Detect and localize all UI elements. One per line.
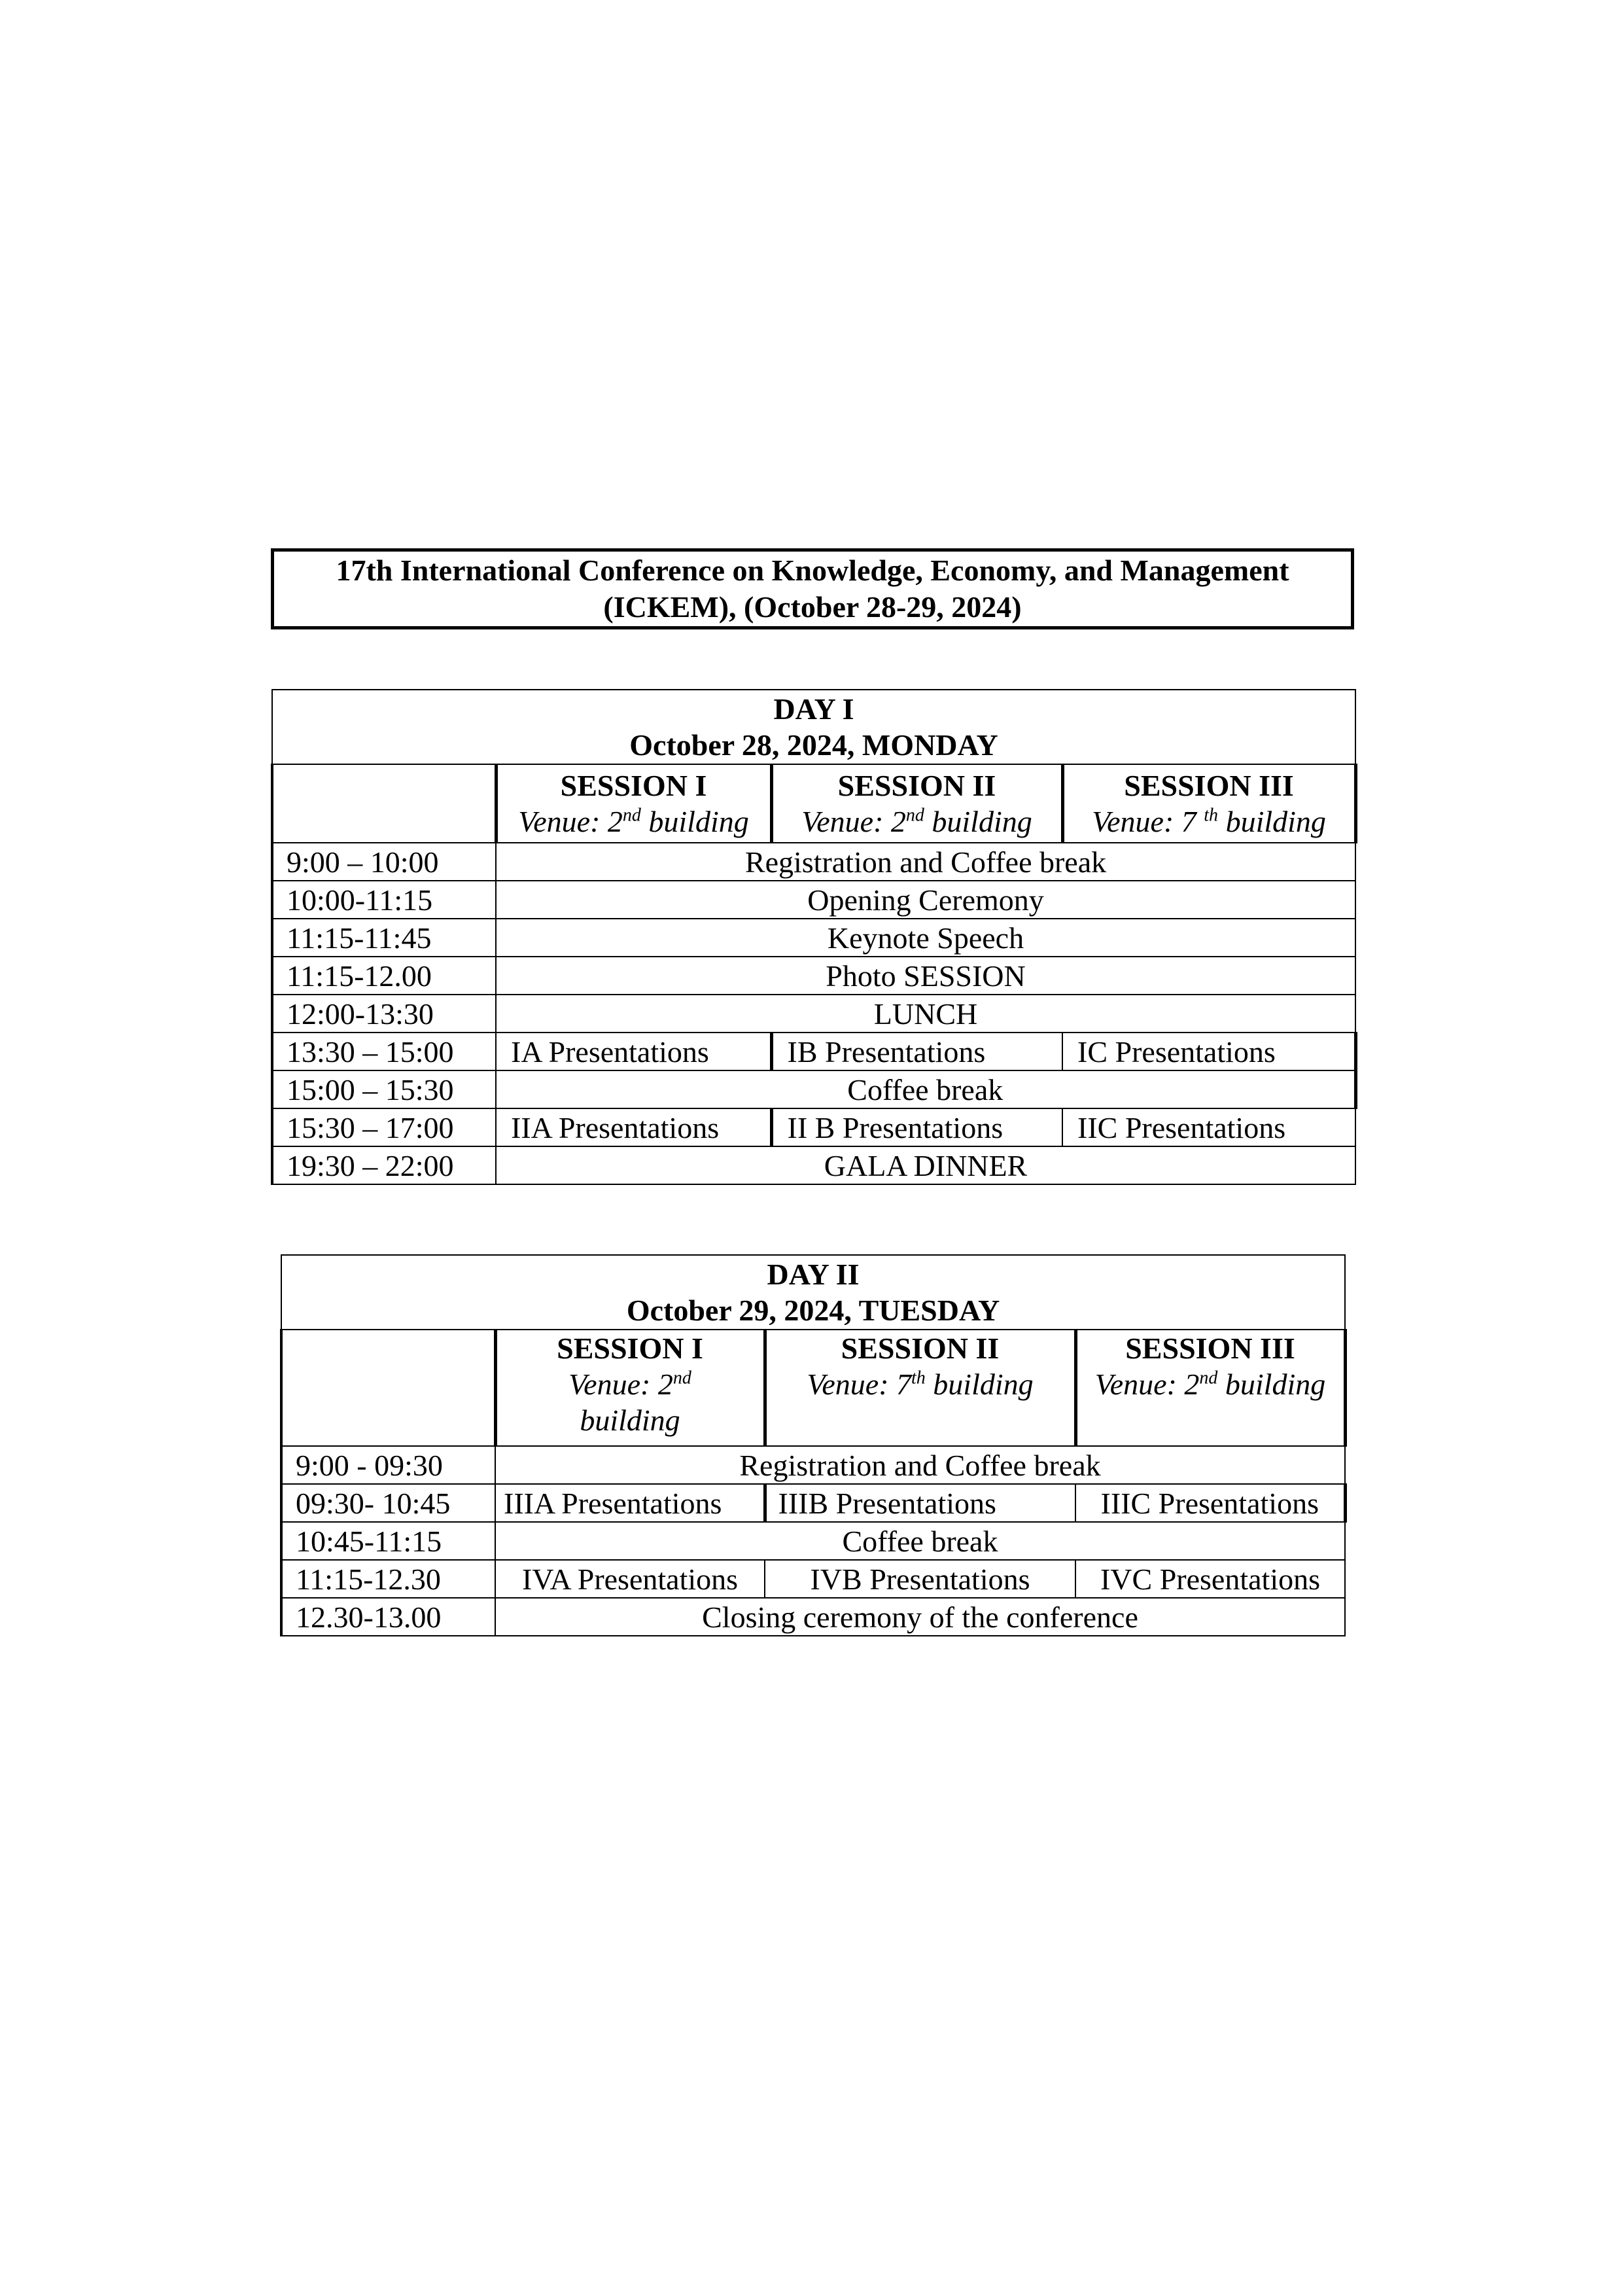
time-cell: 13:30 – 15:00	[272, 1033, 496, 1070]
session-name: SESSION III	[1125, 1332, 1295, 1365]
time-cell: 15:00 – 15:30	[272, 1070, 496, 1108]
day2-session3-header	[1075, 1330, 1345, 1446]
session1-presentation-cell: IA Presentations	[496, 1033, 771, 1070]
session-venue: Venue: 7 $^{th}$ building	[1092, 805, 1326, 838]
day1-session2-header	[771, 764, 1062, 843]
day2-schedule-table	[280, 1254, 1347, 1636]
table-row	[272, 1146, 1355, 1184]
day1-header	[272, 690, 1355, 764]
session2-presentation-cell: IIIB Presentations	[765, 1484, 1075, 1522]
session2-presentation-cell: IVB Presentations	[765, 1560, 1075, 1598]
session1-presentation-cell: IVA Presentations	[495, 1560, 765, 1598]
event-cell: Coffee break	[495, 1522, 1345, 1560]
day2-header-row	[281, 1255, 1345, 1330]
table-row	[272, 843, 1355, 881]
session-name: SESSION I	[560, 769, 707, 802]
table-row	[272, 1070, 1355, 1108]
table-row	[281, 1446, 1345, 1484]
session3-presentation-cell: IIC Presentations	[1062, 1108, 1355, 1146]
day1-date: October 28, 2024, MONDAY	[629, 728, 998, 762]
session1-presentation-cell: IIA Presentations	[496, 1108, 771, 1146]
table-row	[272, 881, 1355, 919]
event-cell: LUNCH	[496, 995, 1355, 1033]
time-cell: 9:00 - 09:30	[281, 1446, 495, 1484]
day1-header-row	[272, 690, 1355, 764]
table-row	[272, 957, 1355, 995]
event-cell: Coffee break	[496, 1070, 1355, 1108]
time-cell: 10:45-11:15	[281, 1522, 495, 1560]
day2-header	[281, 1255, 1345, 1330]
session-venue: Venue: 2nd building	[1094, 1368, 1326, 1401]
day2-session1-header	[495, 1330, 765, 1446]
table-row	[272, 995, 1355, 1033]
day1-session1-header	[496, 764, 771, 843]
time-cell: 15:30 – 17:00	[272, 1108, 496, 1146]
time-cell: 9:00 – 10:00	[272, 843, 496, 881]
session-venue: Venue: 2nd building	[518, 805, 749, 838]
session1-presentation-cell: IIIA Presentations	[495, 1484, 765, 1522]
session2-presentation-cell: IB Presentations	[771, 1033, 1062, 1070]
time-cell: 11:15-12.30	[281, 1560, 495, 1598]
table-row	[272, 1108, 1355, 1146]
session-name: SESSION III	[1124, 769, 1294, 802]
event-cell: Opening Ceremony	[496, 881, 1355, 919]
event-cell: GALA DINNER	[496, 1146, 1355, 1184]
table-row	[281, 1522, 1345, 1560]
session-name: SESSION I	[557, 1332, 703, 1365]
day2-label: DAY II	[767, 1258, 860, 1291]
day1-label: DAY I	[773, 692, 854, 726]
session2-presentation-cell: II B Presentations	[771, 1108, 1062, 1146]
time-cell: 11:15-11:45	[272, 919, 496, 957]
day2-sessions-row	[281, 1330, 1345, 1446]
session-name: SESSION II	[841, 1332, 1000, 1365]
conference-title-line1: 17th International Conference on Knowledge, Economy, and Management	[336, 554, 1289, 587]
time-cell: 11:15-12.00	[272, 957, 496, 995]
session3-presentation-cell: IIIC Presentations	[1075, 1484, 1345, 1522]
conference-title-line2: (ICKEM), (October 28-29, 2024)	[603, 590, 1022, 624]
time-cell: 12.30-13.00	[281, 1598, 495, 1636]
conference-title-box	[271, 548, 1354, 629]
session-venue: Venue: 2nd building	[801, 805, 1032, 838]
event-cell: Photo SESSION	[496, 957, 1355, 995]
time-cell: 19:30 – 22:00	[272, 1146, 496, 1184]
session3-presentation-cell: IC Presentations	[1062, 1033, 1355, 1070]
event-cell: Registration and Coffee break	[495, 1446, 1345, 1484]
session-venue: Venue: 7th building	[807, 1368, 1034, 1401]
session-name: SESSION II	[837, 769, 996, 802]
day2-sessions-empty-cell	[281, 1330, 495, 1446]
session3-presentation-cell: IVC Presentations	[1075, 1560, 1345, 1598]
day1-sessions-row	[272, 764, 1355, 843]
day2-date: October 29, 2024, TUESDAY	[626, 1294, 1000, 1327]
table-row	[281, 1598, 1345, 1636]
time-cell: 12:00-13:30	[272, 995, 496, 1033]
event-cell: Keynote Speech	[496, 919, 1355, 957]
event-cell: Registration and Coffee break	[496, 843, 1355, 881]
time-cell: 09:30- 10:45	[281, 1484, 495, 1522]
day1-sessions-empty-cell	[272, 764, 496, 843]
session-venue: Venue: 2nd building	[568, 1368, 691, 1437]
table-row	[272, 1033, 1355, 1070]
day1-schedule-table	[271, 689, 1357, 1185]
table-row	[281, 1560, 1345, 1598]
time-cell: 10:00-11:15	[272, 881, 496, 919]
day2-session2-header	[765, 1330, 1075, 1446]
table-row	[272, 919, 1355, 957]
event-cell: Closing ceremony of the conference	[495, 1598, 1345, 1636]
day1-session3-header	[1062, 764, 1355, 843]
table-row	[281, 1484, 1345, 1522]
